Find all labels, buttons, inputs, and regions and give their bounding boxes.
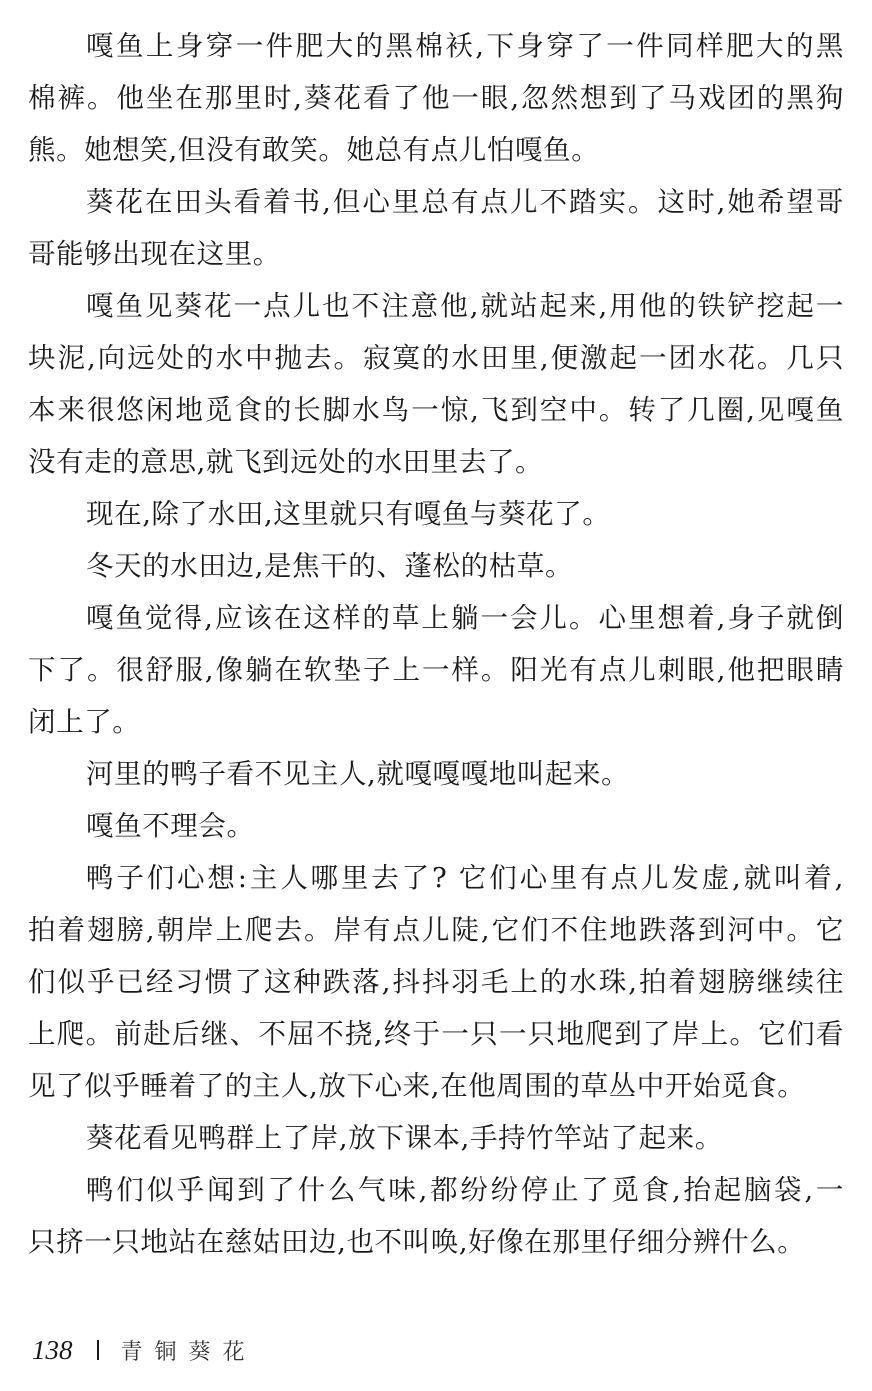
text-line: 哥能够出现在这里。 — [28, 238, 281, 270]
text-line: 闭上了。 — [28, 706, 141, 738]
text-line: 嘎鱼上身穿一件肥大的黑棉袄,下身穿了一件同样肥大的黑 — [86, 30, 844, 62]
text-line: 下了。很舒服,像躺在软垫子上一样。阳光有点儿刺眼,他把眼睛 — [28, 654, 844, 686]
page-footer — [32, 1330, 257, 1370]
text-line: 葵花看见鸭群上了岸,放下课本,手持竹竿站了起来。 — [86, 1122, 723, 1154]
text-line: 拍着翅膀,朝岸上爬去。岸有点儿陡,它们不住地跌落到河中。它 — [28, 914, 844, 946]
page-number: 138 — [32, 1334, 73, 1365]
text-line: 冬天的水田边,是焦干的、蓬松的枯草。 — [86, 550, 574, 582]
text-line: 本来很悠闲地觅食的长脚水鸟一惊,飞到空中。转了几圈,见嘎鱼 — [28, 394, 844, 426]
text-line: 见了似乎睡着了的主人,放下心来,在他周围的草丛中开始觅食。 — [28, 1070, 806, 1102]
text-line: 上爬。前赴后继、不屈不挠,终于一只一只地爬到了岸上。它们看 — [28, 1018, 844, 1050]
text-line: 棉裤。他坐在那里时,葵花看了他一眼,忽然想到了马戏团的黑狗 — [28, 82, 844, 114]
text-line: 葵花在田头看着书,但心里总有点儿不踏实。这时,她希望哥 — [86, 186, 844, 218]
text-line: 熊。她想笑,但没有敢笑。她总有点儿怕嘎鱼。 — [28, 134, 600, 166]
book-title: 青铜葵花 — [120, 1339, 257, 1365]
text-line: 没有走的意思,就飞到远处的水田里去了。 — [28, 446, 544, 478]
text-line: 现在,除了水田,这里就只有嘎鱼与葵花了。 — [86, 498, 611, 530]
text-line: 鸭们似乎闻到了什么气味,都纷纷停止了觅食,抬起脑袋,一 — [86, 1174, 845, 1206]
text-line: 块泥,向远处的水中抛去。寂寞的水田里,便激起一团水花。几只 — [28, 342, 844, 374]
text-line: 嘎鱼觉得,应该在这样的草上躺一会儿。心里想着,身子就倒 — [86, 602, 844, 634]
footer-divider — [97, 1340, 99, 1360]
text-line: 们似乎已经习惯了这种跌落,抖抖羽毛上的水珠,拍着翅膀继续往 — [28, 966, 844, 998]
page-body — [28, 20, 844, 1268]
text-line: 鸭子们心想:主人哪里去了? 它们心里有点儿发虚,就叫着, — [86, 862, 844, 894]
text-line: 只挤一只地站在慈姑田边,也不叫唤,好像在那里仔细分辨什么。 — [28, 1226, 806, 1258]
text-line: 嘎鱼不理会。 — [86, 810, 255, 842]
text-line: 河里的鸭子看不见主人,就嘎嘎嘎地叫起来。 — [86, 758, 630, 790]
text-line: 嘎鱼见葵花一点儿也不注意他,就站起来,用他的铁铲挖起一 — [86, 290, 844, 322]
